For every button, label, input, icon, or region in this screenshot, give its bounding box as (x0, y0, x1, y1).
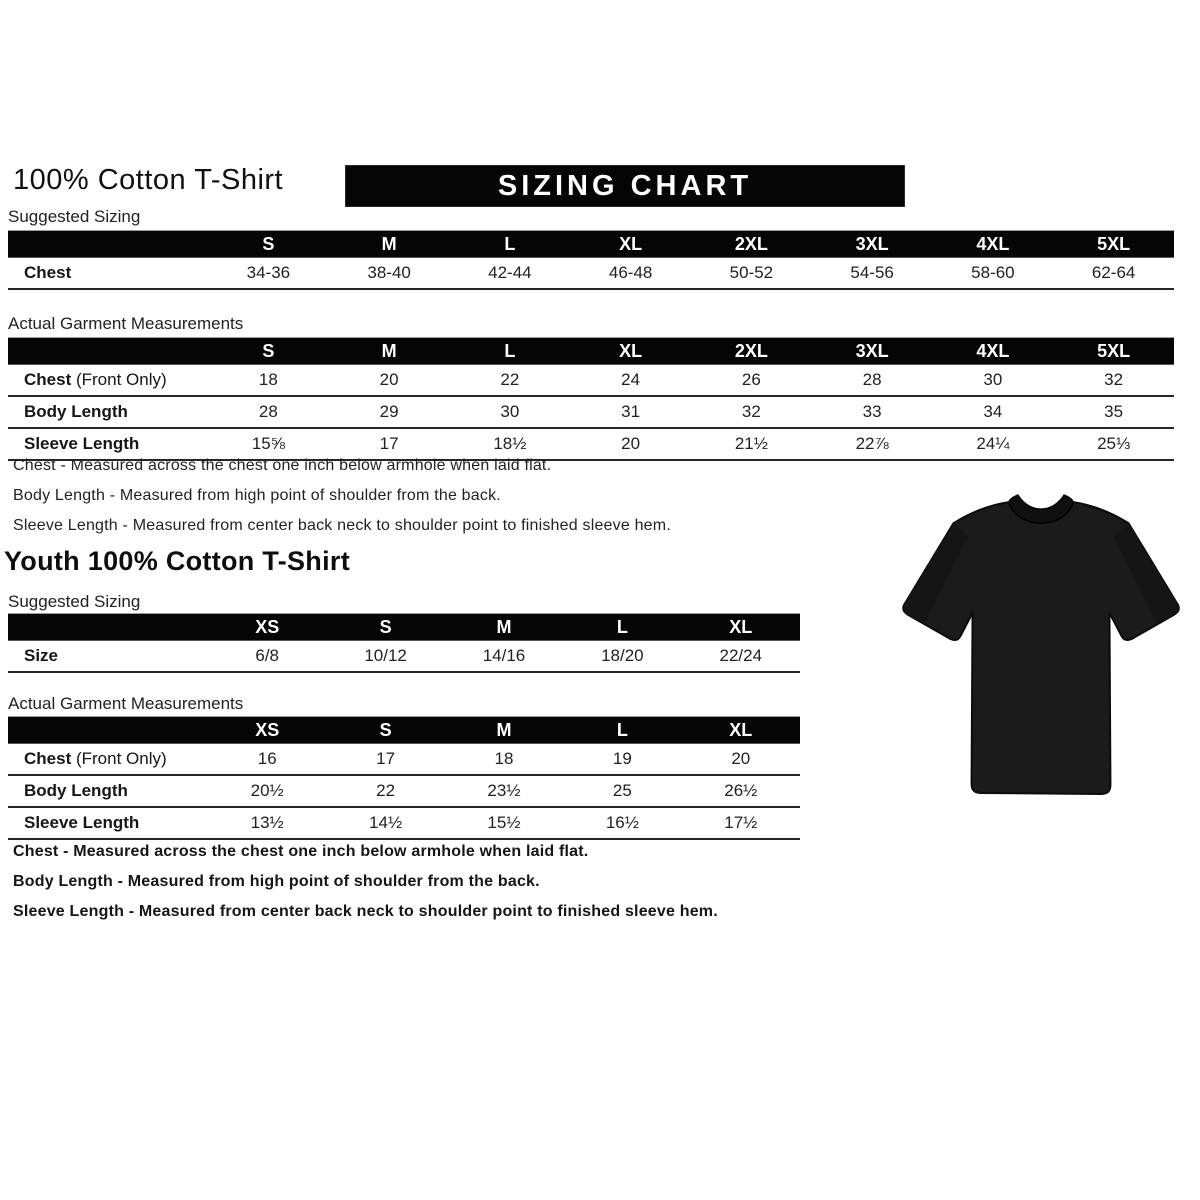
measurement-value-cell: 24¼ (976, 434, 1010, 453)
measurement-value-cell: 34-36 (246, 263, 291, 282)
size-column-header: XL (570, 338, 691, 365)
measurement-value-cell: 35 (1104, 402, 1124, 421)
measurement-value-cell: 22 (500, 370, 520, 389)
size-column-header: M (445, 614, 563, 641)
size-column-header: S (326, 717, 444, 744)
measurement-value-cell: 6/8 (255, 646, 280, 665)
measurement-value-cell: 18½ (493, 434, 527, 453)
measurement-value-cell: 20½ (250, 781, 284, 800)
measurement-value-cell: 15½ (487, 813, 521, 832)
size-column-header: 3XL (812, 338, 933, 365)
size-column-header: 4XL (933, 338, 1054, 365)
header-spacer-cell (8, 231, 208, 258)
size-column-header: M (329, 231, 450, 258)
measurement-value-cell: 20 (731, 749, 751, 768)
measurement-value-cell: 38-40 (367, 263, 411, 282)
youth-suggested-sizing-label: Suggested Sizing (8, 592, 141, 611)
measurement-value-cell: 31 (621, 402, 641, 421)
measurement-value-cell: 17 (376, 749, 396, 768)
measurement-value-cell: 23½ (487, 781, 521, 800)
size-column-header: S (208, 338, 329, 365)
measurement-value-cell: 14½ (369, 813, 403, 832)
measurement-row-label: Body Length (24, 402, 128, 421)
measurement-row-label: Size (24, 646, 59, 665)
measurement-row (8, 258, 1174, 290)
size-column-header: L (450, 338, 571, 365)
measurement-row (8, 641, 800, 673)
sizing-chart-banner (346, 166, 904, 206)
measurement-value-cell: 29 (379, 402, 399, 421)
header-spacer-cell (8, 614, 208, 641)
header-spacer-cell (8, 717, 208, 744)
size-column-header: XS (208, 614, 326, 641)
measurement-value-cell: 10/12 (364, 646, 407, 665)
youth-section-title: Youth 100% Cotton T-Shirt (4, 546, 350, 576)
measurement-value-cell: 32 (1104, 370, 1124, 389)
measurement-value-cell: 50-52 (729, 263, 774, 282)
youth-measurement-notes (13, 843, 813, 933)
youth-actual-measurements-label: Actual Garment Measurements (8, 694, 244, 713)
page-title: 100% Cotton T-Shirt (13, 164, 284, 196)
size-column-header: L (450, 231, 571, 258)
measurement-value-cell: 22⅞ (855, 434, 889, 453)
measurement-row (8, 807, 800, 839)
youth-actual-measurements-table (8, 716, 800, 840)
size-column-header: M (445, 717, 563, 744)
size-column-header: XL (570, 231, 691, 258)
measurement-value-cell: 16 (257, 749, 277, 768)
measurement-value-cell: 54-56 (850, 263, 894, 282)
youth-suggested-sizing-table (8, 613, 800, 673)
size-column-header: XS (208, 717, 326, 744)
measurement-value-cell: 28 (258, 402, 278, 421)
measurement-value-cell: 18 (258, 370, 278, 389)
size-column-header: XL (682, 717, 800, 744)
measurement-row-label: Chest (24, 263, 72, 282)
size-header-row (8, 717, 800, 744)
size-column-header: 3XL (812, 231, 933, 258)
measurement-value-cell: 58-60 (971, 263, 1015, 282)
size-column-header: 5XL (1053, 231, 1174, 258)
measurement-value-cell: 17 (379, 434, 399, 453)
measurement-value-cell: 32 (741, 402, 761, 421)
measurement-value-cell: 62-64 (1091, 263, 1136, 282)
size-column-header: S (208, 231, 329, 258)
measurement-row-label: Sleeve Length (24, 434, 140, 453)
measurement-value-cell: 24 (621, 370, 641, 389)
adult-actual-measurements-label: Actual Garment Measurements (8, 314, 244, 333)
measurement-value-cell: 33 (862, 402, 882, 421)
measurement-row-label: Sleeve Length (24, 813, 140, 832)
size-column-header: S (326, 614, 444, 641)
size-column-header: XL (682, 614, 800, 641)
size-column-header: M (329, 338, 450, 365)
size-column-header: L (563, 717, 681, 744)
size-header-row (8, 614, 800, 641)
measurement-value-cell: 28 (862, 370, 882, 389)
size-column-header: 2XL (691, 338, 812, 365)
measurement-row-label: Body Length (24, 781, 128, 800)
measurement-row-label: Chest (Front Only) (24, 749, 167, 768)
measurement-value-cell: 25 (612, 781, 632, 800)
measurement-value-cell: 42-44 (488, 263, 532, 282)
measurement-row (8, 744, 800, 776)
size-header-row (8, 231, 1174, 258)
measurement-note: Body Length - Measured from high point of shoulder from the back. (13, 873, 540, 890)
size-column-header: L (563, 614, 681, 641)
measurement-value-cell: 19 (612, 749, 632, 768)
measurement-value-cell: 14/16 (482, 646, 526, 665)
measurement-note: Sleeve Length - Measured from center back neck to shoulder point to finished sleeve hem. (13, 903, 718, 920)
measurement-value-cell: 16½ (605, 813, 639, 832)
measurement-row (8, 365, 1174, 397)
measurement-value-cell: 15⅝ (251, 434, 285, 453)
adult-suggested-sizing-label: Suggested Sizing (8, 207, 141, 226)
measurement-row (8, 428, 1174, 460)
measurement-row (8, 396, 1174, 428)
measurement-value-cell: 17½ (724, 813, 758, 832)
size-column-header: 4XL (933, 231, 1054, 258)
size-column-header: 5XL (1053, 338, 1174, 365)
measurement-value-cell: 20 (621, 434, 641, 453)
adult-measurement-notes (13, 457, 813, 547)
measurement-value-cell: 34 (983, 402, 1003, 421)
measurement-note: Body Length - Measured from high point of shoulder from the back. (13, 487, 501, 504)
size-column-header: 2XL (691, 231, 812, 258)
measurement-row (8, 775, 800, 807)
measurement-value-cell: 18 (494, 749, 514, 768)
measurement-note: Chest - Measured across the chest one inch below armhole when laid flat. (13, 457, 552, 474)
measurement-value-cell: 20 (379, 370, 399, 389)
size-header-row (8, 338, 1174, 365)
measurement-row-label: Chest (Front Only) (24, 370, 167, 389)
measurement-value-cell: 21½ (734, 434, 768, 453)
measurement-note: Sleeve Length - Measured from center back neck to shoulder point to finished sleeve hem. (13, 517, 671, 534)
measurement-value-cell: 46-48 (608, 263, 653, 282)
tshirt-image (890, 486, 1192, 802)
sizing-chart-banner-text: SIZING CHART (497, 170, 753, 202)
adult-suggested-sizing-table (8, 230, 1174, 290)
measurement-value-cell: 13½ (250, 813, 284, 832)
measurement-note: Chest - Measured across the chest one inch below armhole when laid flat. (13, 843, 589, 860)
measurement-value-cell: 30 (983, 370, 1003, 389)
measurement-value-cell: 30 (500, 402, 520, 421)
header-spacer-cell (8, 338, 208, 365)
measurement-value-cell: 18/20 (601, 646, 644, 665)
measurement-value-cell: 26½ (724, 781, 758, 800)
measurement-value-cell: 22/24 (719, 646, 763, 665)
measurement-value-cell: 22 (376, 781, 396, 800)
measurement-value-cell: 26 (741, 370, 761, 389)
measurement-value-cell: 25⅓ (1097, 434, 1131, 453)
adult-actual-measurements-table (8, 337, 1174, 461)
